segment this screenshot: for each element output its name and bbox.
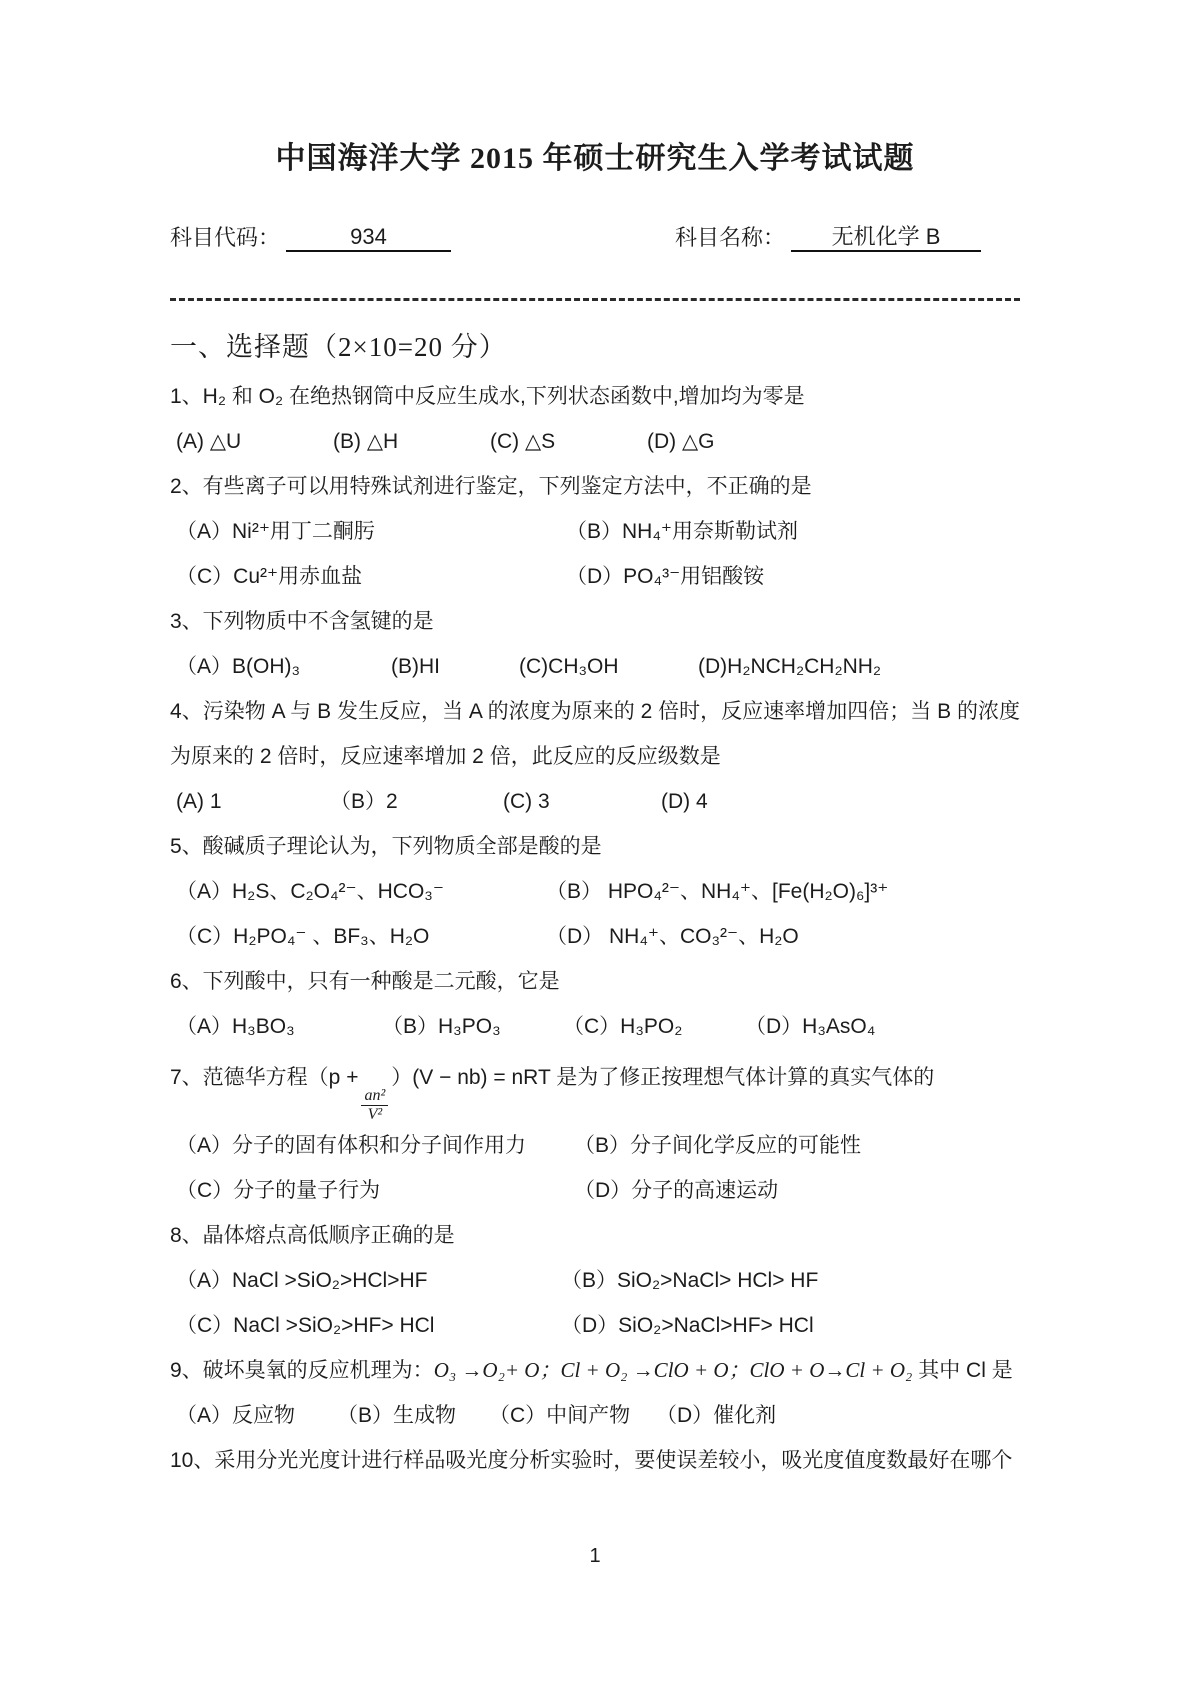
- question-2: [170, 464, 1020, 599]
- question-5-stem: 5、酸碱质子理论认为，下列物质全部是酸的是: [170, 835, 602, 858]
- option-d: (D) △G: [647, 430, 715, 453]
- question-9-stem-suffix: 其中 Cl 是: [912, 1359, 1013, 1383]
- option-d: （D） NH₄⁺、CO₃²⁻、H₂O: [546, 925, 799, 948]
- question-1: [170, 374, 1020, 464]
- option-d: （D）催化剂: [656, 1404, 777, 1428]
- question-6: [170, 959, 1020, 1049]
- option-d: (D) 4: [661, 790, 708, 813]
- option-a: （A）Ni²⁺用丁二酮肟: [176, 520, 375, 543]
- option-c: (C) 3: [503, 790, 550, 813]
- fraction: [361, 1087, 388, 1123]
- question-8-options-row-1: [170, 1258, 1020, 1303]
- option-a: （A）分子的固有体积和分子间作用力: [176, 1134, 527, 1158]
- option-a: (A) △U: [176, 430, 242, 453]
- question-7-options-row-1: [170, 1123, 1020, 1168]
- question-1-options: [170, 419, 1020, 464]
- option-b: （B）生成物: [337, 1404, 457, 1428]
- page-title: 中国海洋大学 2015 年硕士研究生入学考试试题: [275, 142, 915, 175]
- option-c: （C）分子的量子行为: [176, 1179, 381, 1203]
- question-5-options-row-1: [170, 869, 1020, 914]
- option-b: (B)HI: [391, 655, 440, 678]
- question-4-stem: 4、污染物 A 与 B 发生反应，当 A 的浓度为原来的 2 倍时，反应速率增加四倍；当 B 的浓度为原来的 2 倍时，反应速率增加 2 倍，此反应的反应级数是: [170, 700, 1020, 768]
- question-9-mechanism: O₃ →O₂+ O；Cl + O₂ →ClO + O；ClO + O→Cl + O₂: [433, 1358, 913, 1383]
- question-3-stem: 3、下列物质中不含氢键的是: [170, 610, 434, 633]
- option-b: （B） HPO₄²⁻、NH₄⁺、[Fe(H₂O)₆]³⁺: [546, 880, 889, 903]
- question-3-options: [170, 644, 1020, 689]
- question-10: [170, 1438, 1020, 1483]
- question-6-options: [170, 1004, 1020, 1049]
- subject-code-label: 科目代码：: [170, 225, 281, 250]
- fraction-numerator: an²: [361, 1087, 388, 1106]
- question-1-stem: 1、H₂ 和 O₂ 在绝热钢筒中反应生成水,下列状态函数中,增加均为零是: [170, 385, 805, 408]
- option-d: （D）H₃AsO₄: [745, 1015, 876, 1038]
- question-4: [170, 689, 1020, 824]
- question-8: [170, 1213, 1020, 1348]
- option-c: (C) △S: [490, 430, 556, 453]
- subject-meta: [170, 221, 1020, 252]
- question-9: [170, 1348, 1020, 1438]
- option-b: （B）2: [330, 790, 398, 813]
- question-7-stem-suffix: ）(V − nb) = nRT 是为了修正按理想气体计算的真实气体的: [391, 1066, 935, 1089]
- option-a: （A）H₃BO₃: [176, 1015, 295, 1038]
- option-c: （C）Cu²⁺用赤血盐: [176, 565, 363, 588]
- option-b: （B）分子间化学反应的可能性: [574, 1134, 862, 1158]
- question-7-options-row-2: [170, 1168, 1020, 1213]
- subject-code-group: [170, 221, 675, 252]
- question-2-stem: 2、有些离子可以用特殊试剂进行鉴定，下列鉴定方法中，不正确的是: [170, 475, 812, 498]
- option-d: （D）分子的高速运动: [574, 1179, 779, 1203]
- question-9-stem: [170, 1348, 1020, 1393]
- dashed-divider: [170, 298, 1020, 301]
- question-2-options-row-2: [170, 554, 1020, 599]
- option-a: （A）H₂S、C₂O₄²⁻、HCO₃⁻: [176, 880, 444, 903]
- subject-name-group: [675, 221, 981, 252]
- question-5: [170, 824, 1020, 959]
- question-6-stem: 6、下列酸中，只有一种酸是二元酸，它是: [170, 970, 560, 993]
- option-a: (A) 1: [176, 790, 222, 813]
- subject-name-value: 无机化学 B: [791, 223, 981, 253]
- question-8-options-row-2: [170, 1303, 1020, 1348]
- option-d: （D）SiO₂>NaCl>HF> HCl: [561, 1314, 814, 1338]
- option-c: (C)CH₃OH: [519, 655, 619, 678]
- option-c: （C）H₃PO₂: [563, 1015, 683, 1038]
- question-9-options: [170, 1393, 1020, 1438]
- subject-code-value: 934: [286, 223, 451, 253]
- option-a: （A）NaCl >SiO₂>HCl>HF: [176, 1269, 428, 1293]
- option-c: （C）NaCl >SiO₂>HF> HCl: [176, 1314, 435, 1338]
- option-a: （A）B(OH)₃: [176, 655, 301, 678]
- question-2-options-row-1: [170, 509, 1020, 554]
- question-10-stem: 10、采用分光光度计进行样品吸光度分析实验时，要使误差较小，吸光度值度数最好在哪个: [170, 1449, 1013, 1473]
- option-b: （B）SiO₂>NaCl> HCl> HF: [561, 1269, 819, 1293]
- option-a: （A）反应物: [176, 1404, 296, 1428]
- question-3: [170, 599, 1020, 689]
- question-9-stem-prefix: 9、破坏臭氧的反应机理为：: [170, 1359, 434, 1383]
- question-7: [170, 1049, 1020, 1213]
- option-c: （C）中间产物: [489, 1404, 631, 1428]
- question-5-options-row-2: [170, 914, 1020, 959]
- option-c: （C）H₂PO₄⁻ 、BF₃、H₂O: [176, 925, 430, 948]
- option-b: （B）NH₄⁺用奈斯勒试剂: [566, 520, 798, 543]
- question-7-stem-prefix: 7、范德华方程（p +: [170, 1066, 359, 1089]
- option-b: (B) △H: [333, 430, 399, 453]
- section-title: 一、选择题（2×10=20 分）: [170, 332, 507, 362]
- option-b: （B）H₃PO₃: [382, 1015, 501, 1038]
- option-d: (D)H₂NCH₂CH₂NH₂: [698, 655, 882, 678]
- option-d: （D）PO₄³⁻用铝酸铵: [566, 565, 765, 588]
- fraction-denominator: V²: [367, 1105, 383, 1123]
- question-7-stem: [170, 1049, 1020, 1123]
- question-8-stem: 8、晶体熔点高低顺序正确的是: [170, 1224, 455, 1248]
- subject-name-label: 科目名称：: [675, 225, 786, 250]
- question-4-options: [170, 779, 1020, 824]
- page-number: 1: [589, 1545, 601, 1567]
